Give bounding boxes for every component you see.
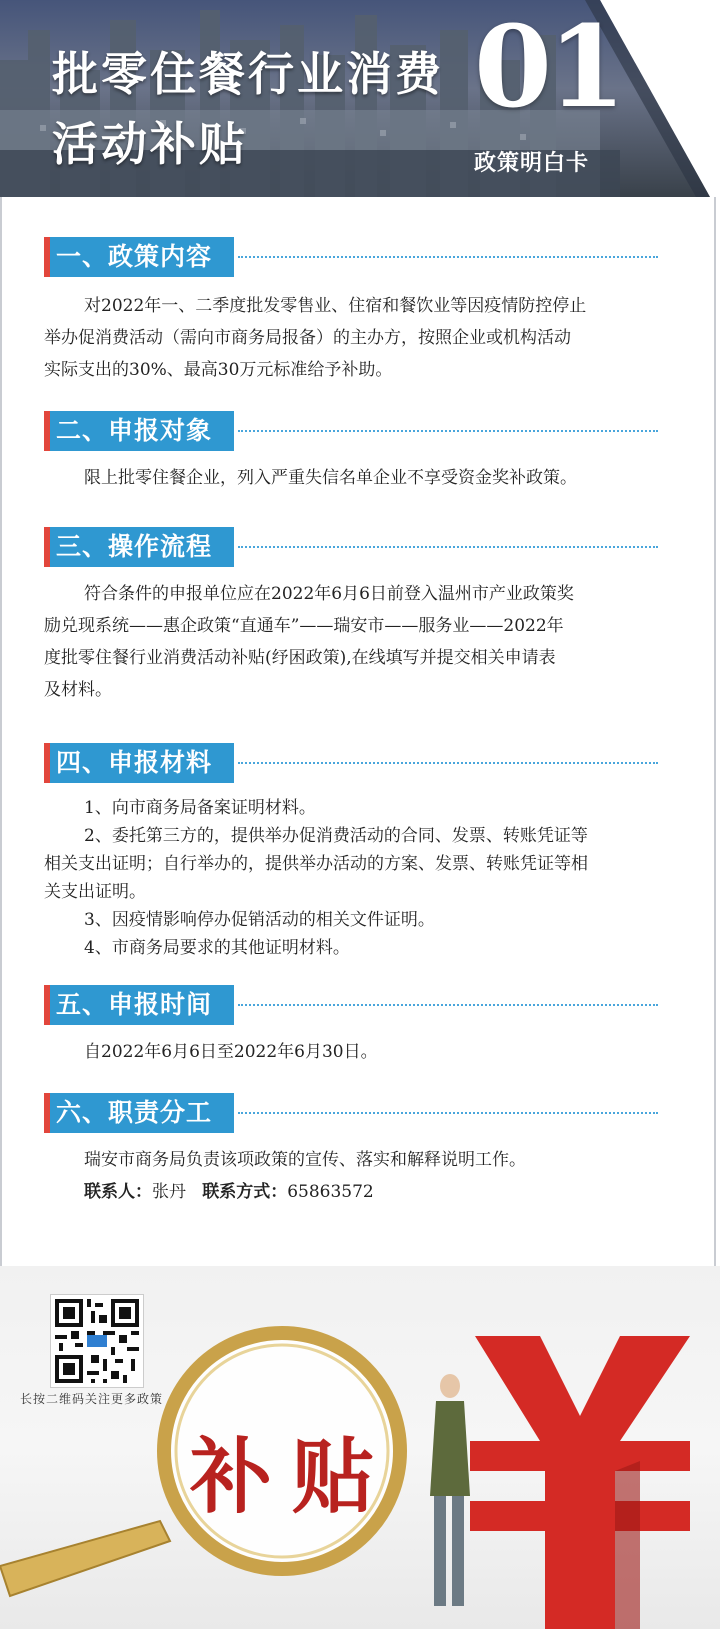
contact-method-label: 联系方式： (202, 1182, 288, 1202)
section-body-process (44, 578, 664, 706)
section-body-duties (44, 1144, 664, 1208)
page-title-line-2: 活动补贴 (52, 117, 248, 171)
contact-phone: 65863572 (287, 1182, 374, 1202)
text-line: 1、向市商务局备案证明材料。 (84, 798, 316, 818)
page-title-line-1: 批零住餐行业消费 (52, 47, 444, 101)
contact-line (44, 1176, 664, 1208)
section-heading-applicants: 二、申报对象 (44, 411, 234, 451)
qr-caption: 长按二维码关注更多政策 (20, 1392, 164, 1406)
section-body-materials (44, 794, 664, 962)
section-heading-process: 三、操作流程 (44, 527, 234, 567)
text-line: 符合条件的申报单位应在2022年6月6日前登入温州市产业政策奖 (84, 584, 574, 604)
contact-name: 张丹 (152, 1182, 186, 1202)
section-heading-time: 五、申报时间 (44, 985, 234, 1025)
section-divider (238, 430, 658, 432)
text-line: 2、委托第三方的，提供举办促消费活动的合同、发票、转账凭证等 (84, 826, 588, 846)
text-line: 励兑现系统——惠企政策“直通车”——瑞安市——服务业——2022年 (44, 616, 564, 636)
text-line: 举办促消费活动（需向市商务局报备）的主办方，按照企业或机构活动 (44, 328, 571, 348)
section-divider (238, 1112, 658, 1114)
qr-code[interactable] (50, 1294, 144, 1388)
header-banner (0, 0, 720, 197)
section-divider (238, 546, 658, 548)
card-number: 01 (474, 2, 622, 133)
text-line: 及材料。 (44, 680, 112, 700)
section-divider (238, 1004, 658, 1006)
text-line: 相关支出证明；自行举办的，提供举办活动的方案、发票、转账凭证等相 (44, 854, 588, 874)
section-body-applicants (44, 462, 664, 494)
section-body-policy (44, 290, 664, 386)
text-line: 限上批零住餐企业，列入严重失信名单企业不享受资金奖补政策。 (84, 468, 577, 488)
subsidy-word: 补贴 (190, 1430, 395, 1525)
text-line: 度批零住餐行业消费活动补贴(纾困政策),在线填写并提交相关申请表 (44, 648, 556, 668)
contact-label: 联系人： (84, 1182, 152, 1202)
text-line: 瑞安市商务局负责该项政策的宣传、落实和解释说明工作。 (84, 1150, 526, 1170)
text-line: 3、因疫情影响停办促销活动的相关文件证明。 (84, 910, 435, 930)
section-divider (238, 762, 658, 764)
text-line: 4、市商务局要求的其他证明材料。 (84, 938, 350, 958)
card-label: 政策明白卡 (474, 151, 590, 176)
text-line: 实际支出的30%、最高30万元标准给予补助。 (44, 360, 393, 380)
section-heading-materials: 四、申报材料 (44, 743, 234, 783)
text-line: 关支出证明。 (44, 882, 146, 902)
subsidy-photo (0, 1266, 720, 1629)
section-body-time (44, 1036, 664, 1068)
text-line: 对2022年一、二季度批发零售业、住宿和餐饮业等因疫情防控停止 (84, 296, 587, 316)
section-heading-duties: 六、职责分工 (44, 1093, 234, 1133)
text-line: 自2022年6月6日至2022年6月30日。 (84, 1042, 378, 1062)
section-divider (238, 256, 658, 258)
qr-code-icon (51, 1295, 143, 1387)
section-heading-policy: 一、政策内容 (44, 237, 234, 277)
